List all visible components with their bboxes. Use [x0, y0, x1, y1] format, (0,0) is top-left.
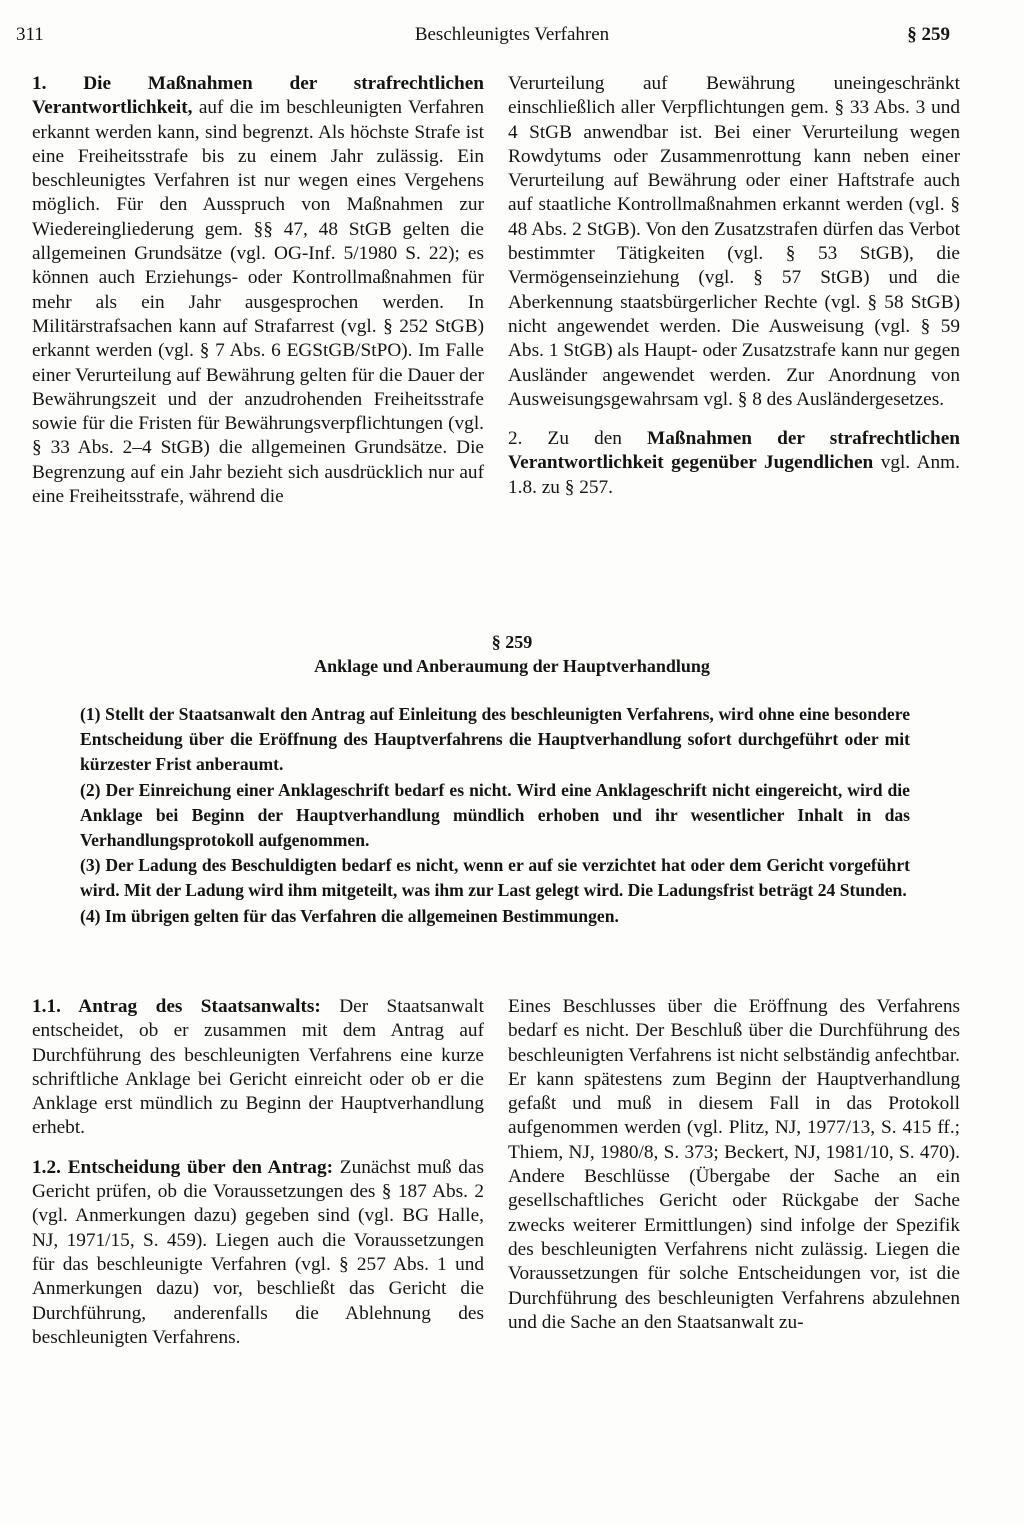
statute-paragraph-3: (3) Der Ladung des Beschuldigten bedarf es nicht, wenn er auf sie verzichtet hat oder dem Gericht vorgeführt wird. Mit der Ladung wird ihm mitgeteilt, was ihm zur Last gelegt wird. Die Ladungsfrist beträgt 24 Stunden. [80, 855, 910, 901]
running-title: Beschleunigtes Verfahren [414, 24, 610, 45]
statute-text [80, 702, 910, 929]
statute-paragraph-2: (2) Der Einreichung einer Anklageschrift bedarf es nicht. Wird eine Anklageschrift nicht eingereicht, wird die Anklage bei Beginn der Hauptverhandlung mündlich erhoben und ihr wesentlicher Inhalt in das Verhandlungsprotokoll aufgenommen. [80, 779, 910, 851]
section-heading [0, 630, 1024, 678]
page-number: 311 [16, 24, 44, 45]
paragraph [508, 427, 960, 500]
paragraph [32, 995, 484, 1141]
paragraph-pre: 2. Zu den [508, 428, 648, 450]
bottom-right-column [508, 995, 960, 1335]
top-right-column [508, 72, 960, 500]
paragraph [508, 72, 960, 412]
section-title: Anklage und Anberaumung der Hauptverhandlung [314, 656, 710, 676]
paragraph [32, 72, 484, 509]
paragraph-lead: 1. Die Maßnahmen der strafrechtlichen Verantwortlichkeit, [32, 73, 484, 119]
paragraph-text: vgl. Anm. 1.8. zu § 257. [508, 452, 960, 498]
paragraph-text: Zunächst muß das Gericht prüfen, ob die Voraussetzungen des § 187 Abs. 2 (vgl. Anmerkungen dazu) gegeben sind (vgl. BG Halle, NJ, 1971/15, S. 459). Liegen auch die Voraussetzungen für das beschleunigte Verfahren (vgl. § 257 Abs. 1 und Anmerkungen dazu) vor, beschließt das Gericht die Durchführung, anderenfalls die Ablehnung des beschleunigten Verfahrens. [32, 1156, 484, 1348]
section-number: § 259 [491, 632, 533, 652]
paragraph [508, 995, 960, 1335]
paragraph-text: Verurteilung auf Bewährung uneingeschränkt einschließlich aller Verpflichtungen gem. § 33 Abs. 3 und 4 StGB anwendbar ist. Bei einer Verurteilung wegen Rowdytums oder Zusammenrottung kann neben einer Verurteilung auf Bewährung oder einer Haftstrafe auch auf staatliche Kontrollmaßnahmen erkannt werden (vgl. § 48 Abs. 2 StGB). Von den Zusatzstrafen dürfen das Verbot bestimmter Tätigkeiten (vgl. § 53 StGB), die Vermögenseinziehung (vgl. § 57 StGB) und die Aberkennung staatsbürgerlicher Rechte (vgl. § 58 StGB) nicht angewendet werden. Die Ausweisung (vgl. § 59 Abs. 1 StGB) als Haupt- oder Zusatzstrafe kann nur gegen Ausländer angewendet werden. Zur Anordnung von Ausweisungsgewahrsam vgl. § 8 des Ausländergesetzes. [508, 73, 960, 410]
paragraph-lead: 1.2. Entscheidung über den Antrag: [32, 1156, 334, 1178]
statute-paragraph-4: (4) Im übrigen gelten für das Verfahren die allgemeinen Bestimmungen. [80, 905, 619, 926]
paragraph [32, 1156, 484, 1350]
top-left-column [32, 72, 484, 509]
paragraph-text: Der Staatsanwalt entscheidet, ob er zusammen mit dem Antrag auf Durchführung des beschleunigten Verfahrens eine kurze schriftliche Anklage bei Gericht einreicht oder ob er die Anklage erst mündlich zu Beginn der Hauptverhandlung erhebt. [32, 996, 484, 1139]
running-section: § 259 [907, 24, 950, 45]
paragraph-lead: 1.1. Antrag des Staatsanwalts: [32, 996, 321, 1017]
paragraph-bold: Maßnahmen der strafrechtlichen Verantwortlichkeit gegenüber Jugendlichen [508, 428, 960, 474]
bottom-left-column [32, 995, 484, 1350]
statute-paragraph-1: (1) Stellt der Staatsanwalt den Antrag auf Einleitung des beschleunigten Verfahrens, wird ohne eine besondere Entscheidung über die Eröffnung des Hauptverfahrens die Hauptverhandlung sofort durchgeführt oder mit kürzester Frist anberaumt. [80, 704, 910, 775]
paragraph-text: Eines Beschlusses über die Eröffnung des Verfahrens bedarf es nicht. Der Beschluß über die Durchführung des beschleunigten Verfahrens ist nicht selbständig anfechtbar. Er kann spätestens zum Beginn der Hauptverhandlung gefaßt und muß in diesem Fall in das Protokoll aufgenommen werden (vgl. Plitz, NJ, 1977/13, S. 415 ff.; Thiem, NJ, 1980/8, S. 373; Beckert, NJ, 1981/10, S. 470). Andere Beschlüsse (Übergabe der Sache an ein gesellschaftliches Gericht oder Rückgabe der Sache zwecks weiterer Ermittlungen) sind infolge der Spezifik des beschleunigten Verfahrens nicht zulässig. Liegen die Voraussetzungen für solche Entscheidungen vor, ist die Durchführung des beschleunigten Verfahrens abzulehnen und die Sache an den Staatsanwalt zu- [508, 996, 960, 1333]
paragraph-text: auf die im beschleunigten Verfahren erkannt werden kann, sind begrenzt. Als höchste Strafe ist eine Freiheitsstrafe bis zu einem Jahr zulässig. Ein beschleunigtes Verfahren ist nur wegen eines Vergehens möglich. Für den Ausspruch von Maßnahmen zur Wiedereingliederung gem. §§ 47, 48 StGB gelten die allgemeinen Grundsätze (vgl. OG-Inf. 5/1980 S. 22); es können auch Erziehungs- oder Kontrollmaßnahmen für mehr als ein Jahr ausgesprochen werden. In Militärstrafsachen kann auf Strafarrest (vgl. § 252 StGB) erkannt werden (vgl. § 7 Abs. 6 EGStGB/StPO). Im Falle einer Verurteilung auf Bewährung gelten für die Dauer der Bewährungszeit und der anzudrohenden Freiheitsstrafe sowie für die Fristen für Bewährungsverpflichtungen (vgl. § 33 Abs. 2–4 StGB) die allgemeinen Grundsätze. Die Begrenzung auf ein Jahr bezieht sich ausdrücklich nur auf eine Freiheitsstrafe, während die [32, 97, 484, 508]
